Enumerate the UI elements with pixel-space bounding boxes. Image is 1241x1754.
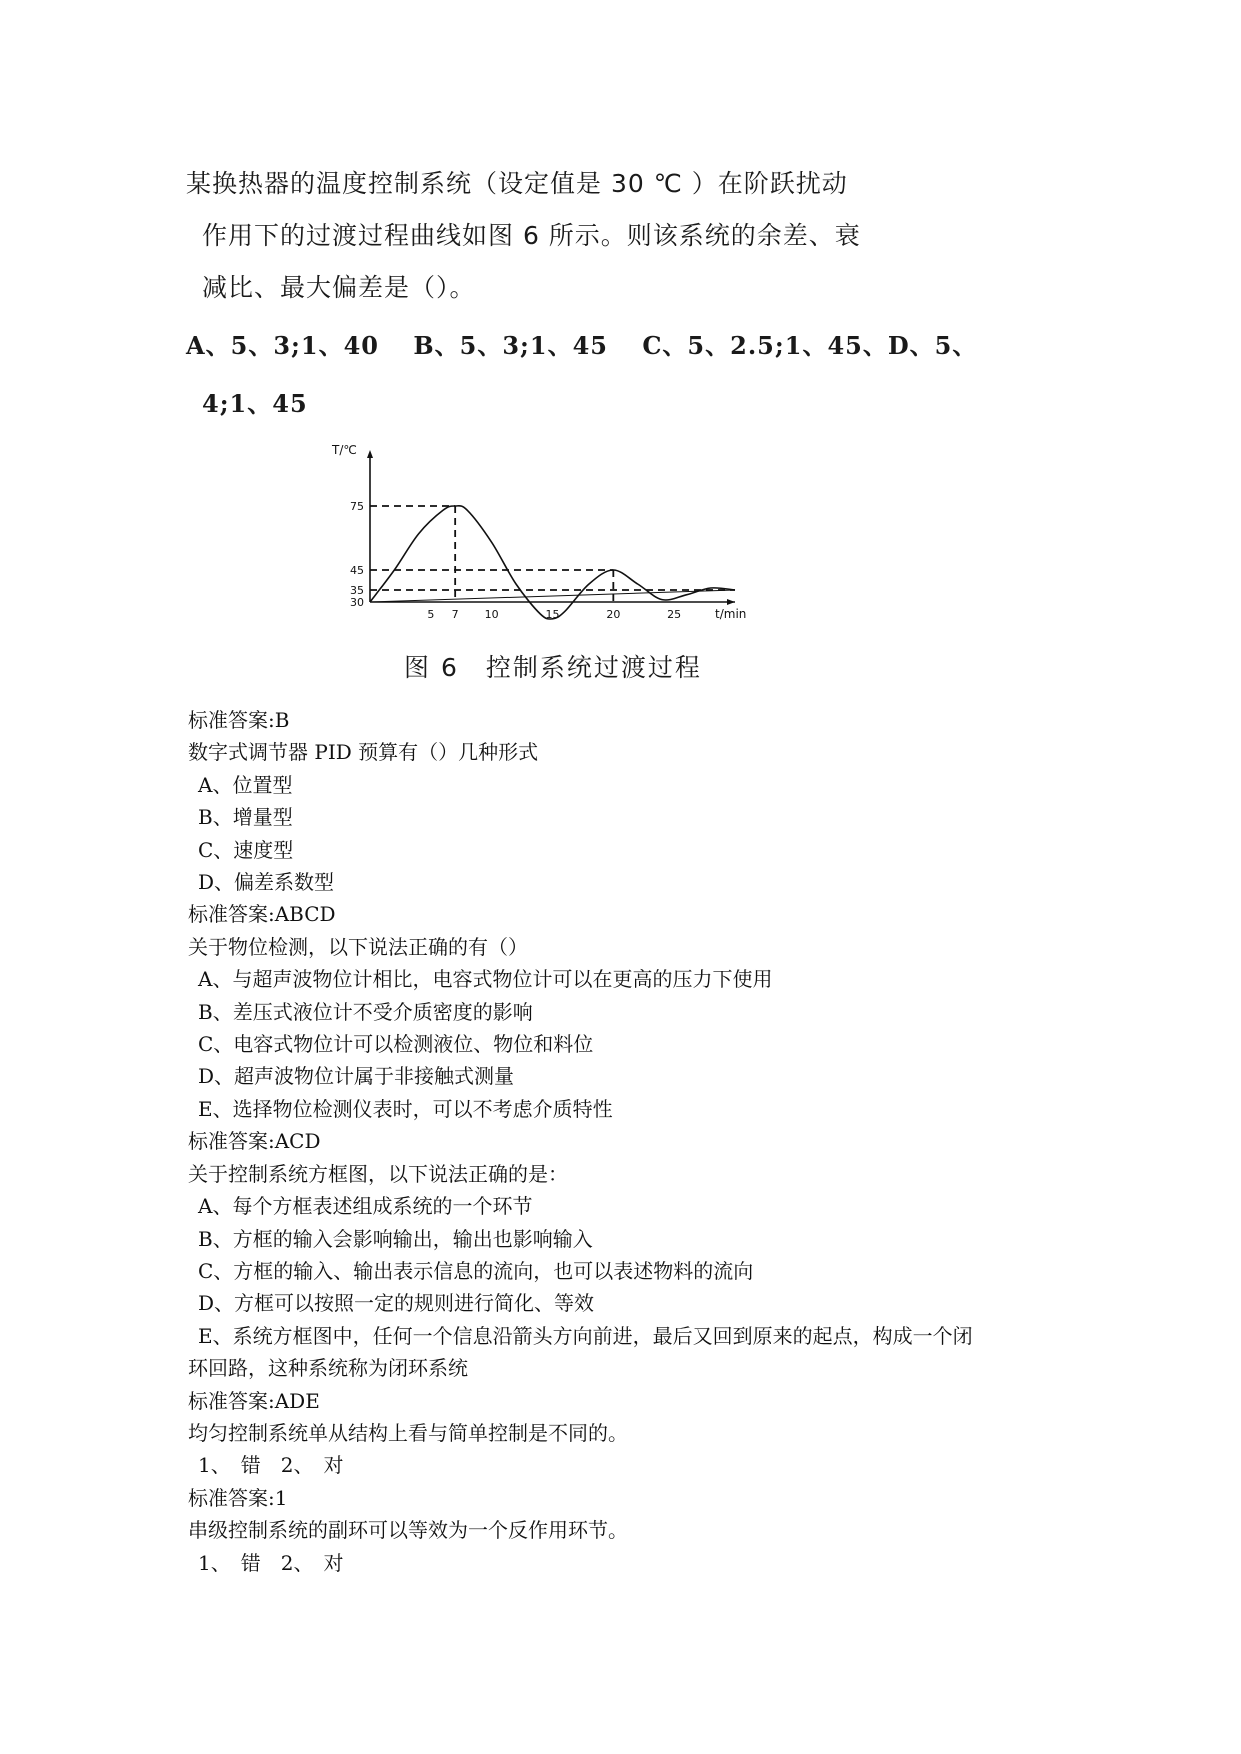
answer-5: 标准答案:1: [188, 1485, 288, 1510]
question-4-option-a: A、每个方框表述组成系统的一个环节: [198, 1194, 533, 1219]
x-tick-label-15: 15: [545, 608, 560, 621]
question-3-option-d: D、超声波物位计属于非接触式测量: [198, 1064, 515, 1089]
question-1-line-2: 作用下的过渡过程曲线如图 6 所示。则该系统的余差、衰: [202, 221, 861, 250]
question-5-options: 1、 错 2、 对: [198, 1453, 344, 1478]
x-tick-label-10: 10: [484, 608, 499, 621]
x-tick-label-20: 20: [606, 608, 621, 621]
question-3-option-c: C、电容式物位计可以检测液位、物位和料位: [198, 1032, 594, 1057]
question-1: [186, 158, 978, 430]
question-1-options-line-1: A、5、3;1、40 B、5、3;1、45 C、5、2.5;1、45、D、5、: [186, 331, 978, 360]
question-4-option-e-line-2: 环回路，这种系统称为闭环系统: [188, 1356, 468, 1381]
question-3-option-e: E、选择物位检测仪表时，可以不考虑介质特性: [198, 1096, 613, 1121]
y-axis-label: T/℃: [332, 443, 357, 457]
answer-2: 标准答案:ABCD: [188, 902, 336, 927]
question-4-option-c: C、方框的输入、输出表示信息的流向，也可以表述物料的流向: [198, 1258, 754, 1283]
question-3-option-a: A、与超声波物位计相比，电容式物位计可以在更高的压力下使用: [198, 967, 773, 992]
question-1-options-line-2: 4;1、45: [202, 389, 308, 418]
x-tick-label-5: 5: [427, 608, 435, 621]
y-axis-arrow: [367, 450, 373, 458]
question-2-stem: 数字式调节器 PID 预算有（）几种形式: [188, 740, 539, 765]
x-axis-label: t/min: [715, 607, 747, 621]
answer-4: 标准答案:ADE: [188, 1388, 320, 1413]
x-tick-label-25: 25: [667, 608, 682, 621]
answer-1: 标准答案:B: [188, 708, 290, 732]
question-4-option-e-line-1: E、系统方框图中，任何一个信息沿箭头方向前进，最后又回到原来的起点，构成一个闭: [198, 1323, 973, 1348]
transition-curve-chart: [330, 440, 750, 634]
question-1-line-3: 减比、最大偏差是（）。: [202, 273, 476, 302]
question-3-option-b: B、差压式液位计不受介质密度的影响: [198, 999, 533, 1024]
question-2-option-c: C、速度型: [198, 837, 294, 862]
question-2-option-b: B、增量型: [198, 805, 293, 830]
question-5-stem: 均匀控制系统单从结构上看与简单控制是不同的。: [188, 1420, 628, 1445]
y-tick-label-75: 75: [350, 500, 364, 513]
question-4-stem: 关于控制系统方框图，以下说法正确的是：: [188, 1161, 568, 1186]
question-3-stem: 关于物位检测，以下说法正确的有（）: [188, 934, 528, 959]
question-2-option-a: A、位置型: [198, 772, 293, 797]
question-2-option-d: D、偏差系数型: [198, 870, 335, 895]
question-6-options: 1、 错 2、 对: [198, 1550, 344, 1575]
question-4-option-b: B、方框的输入会影响输出，输出也影响输入: [198, 1226, 593, 1251]
question-6-stem: 串级控制系统的副环可以等效为一个反作用环节。: [188, 1518, 628, 1543]
figure-caption: 图 6 控制系统过渡过程: [404, 653, 702, 682]
y-tick-label-45: 45: [350, 564, 364, 577]
x-axis-arrow: [727, 599, 735, 605]
y-tick-label-35: 35: [350, 584, 364, 597]
question-1-line-1: 某换热器的温度控制系统（设定值是 30 ℃ ）在阶跃扰动: [186, 169, 848, 198]
y-tick-label-30: 30: [350, 596, 364, 609]
chart-svg: [330, 440, 750, 630]
question-4-option-d: D、方框可以按照一定的规则进行简化、等效: [198, 1291, 595, 1316]
answer-3: 标准答案:ACD: [188, 1129, 321, 1154]
x-tick-label-7: 7: [451, 608, 459, 621]
document-body: [188, 704, 1068, 1579]
